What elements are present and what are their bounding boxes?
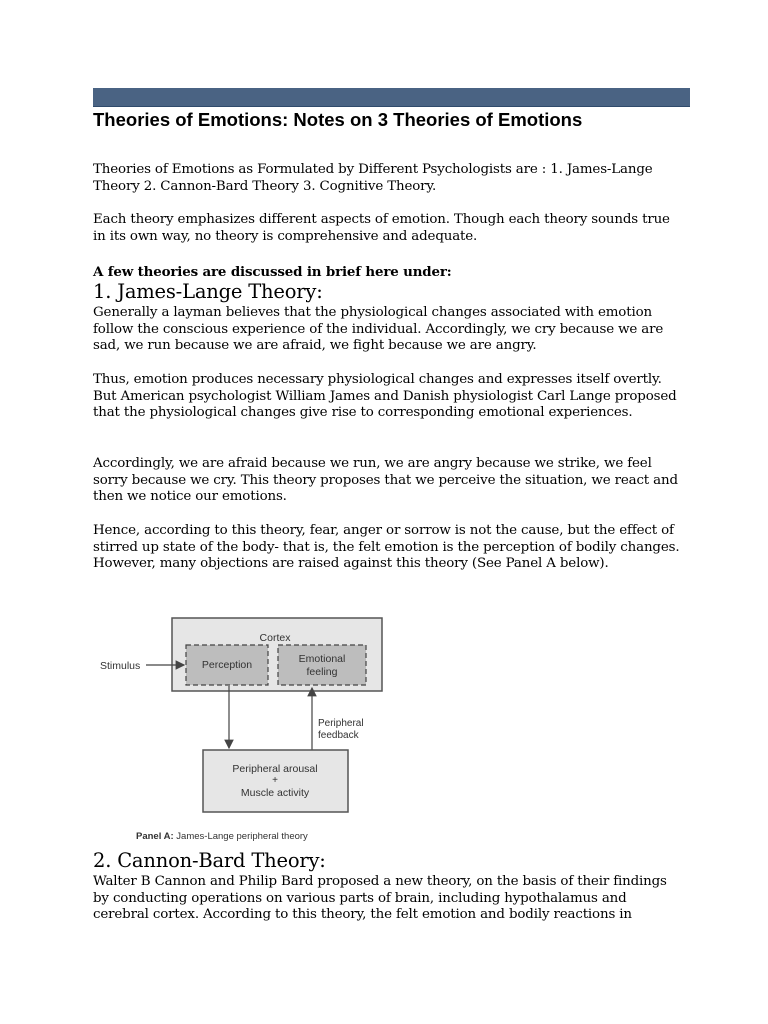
peripheral-feedback-label-1: Peripheral <box>318 718 364 729</box>
perception-label: Perception <box>201 659 253 671</box>
intro-paragraph-1: Theories of Emotions as Formulated by Different Psychologists are : 1. James-Lange Theory 2. Cannon-Bard Theory 3. Cognitive Theory. <box>93 162 653 194</box>
section-1-paragraph-1: Generally a layman believes that the physiological changes associated with emotion follow the conscious experience of the individual. Accordingly, we cry because we are sad, we run because we are afraid, we fight because we are angry. <box>93 305 664 354</box>
section-1-paragraph-4: Hence, according to this theory, fear, anger or sorrow is not the cause, but the effect of stirred up state of the body- that is, the felt emotion is the perception of bodily changes. However, many objections are raised against this theory (See Panel A below). <box>93 523 680 572</box>
emotional-label-2: feeling <box>306 666 338 678</box>
subheading: A few theories are discussed in brief here under: <box>93 264 452 280</box>
section-1-paragraph-2: Thus, emotion produces necessary physiological changes and expresses itself overtly. But American psychologist William James and Danish physiologist Carl Lange proposed that the physiological changes give rise to corresponding emotional experiences. <box>93 372 677 421</box>
page-title: Theories of Emotions: Notes on 3 Theories of Emotions <box>93 109 583 130</box>
caption-text: James-Lange peripheral theory <box>173 831 308 842</box>
cortex-label: Cortex <box>259 632 291 644</box>
caption-label: Panel A: <box>136 831 174 842</box>
emotional-label-1: Emotional <box>298 653 346 665</box>
peripheral-feedback-label-2: feedback <box>318 730 359 741</box>
emotional-feeling-box <box>278 645 366 685</box>
section-2-paragraph-1: Walter B Cannon and Philip Bard proposed a new theory, on the basis of their findings by conducting operations on various parts of brain, including hypothalamus and cerebral cortex. According to this theory, the felt emotion and bodily reactions in <box>93 874 667 923</box>
stimulus-label: Stimulus <box>100 660 141 672</box>
arousal-label-1: Peripheral arousal <box>232 763 318 775</box>
header-bar <box>93 88 690 106</box>
arousal-plus: + <box>272 775 278 786</box>
arousal-label-2: Muscle activity <box>240 787 310 799</box>
section-1-heading: 1. James-Lange Theory: <box>93 280 323 303</box>
figure-caption <box>136 831 308 842</box>
james-lange-diagram <box>90 612 390 847</box>
section-2-heading: 2. Cannon-Bard Theory: <box>93 849 326 872</box>
header-rule <box>93 106 690 107</box>
section-1-paragraph-3: Accordingly, we are afraid because we run, we are angry because we strike, we feel sorry because we cry. This theory proposes that we perceive the situation, we react and then we notice our emotions. <box>93 456 678 505</box>
intro-paragraph-2: Each theory emphasizes different aspects of emotion. Though each theory sounds true in its own way, no theory is comprehensive and adequate. <box>93 212 670 244</box>
